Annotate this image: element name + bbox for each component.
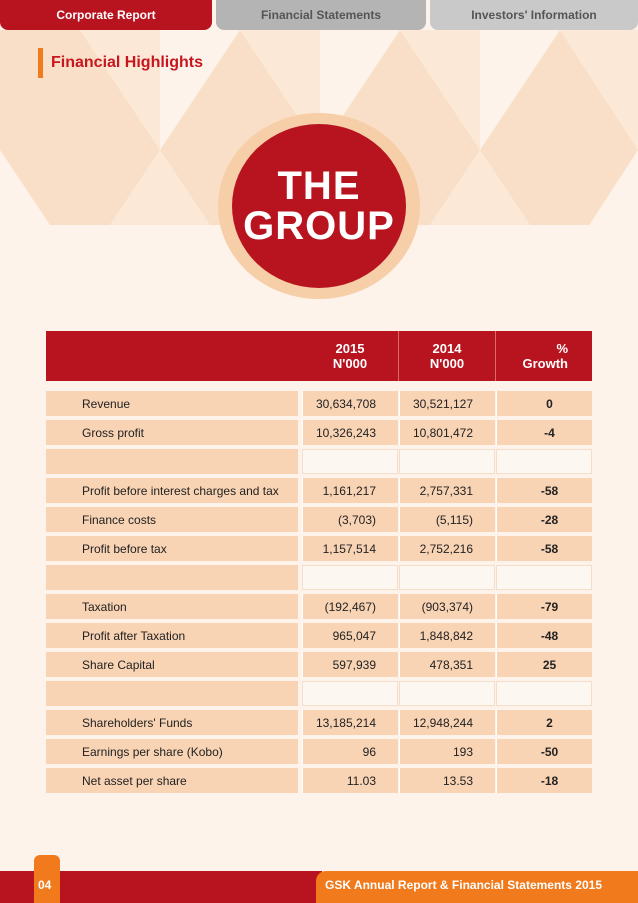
value-2014 [399, 565, 495, 590]
table-row [46, 418, 592, 447]
value-2014: (5,115) [399, 507, 495, 532]
value-2014: 30,521,127 [399, 391, 495, 416]
value-growth: -48 [496, 623, 592, 648]
row-label [46, 681, 298, 706]
header-line: % [556, 341, 568, 356]
value-2014: 478,351 [399, 652, 495, 677]
tab-corporate-report[interactable] [0, 0, 212, 30]
table-row [46, 650, 592, 679]
row-label: Profit before interest charges and tax [46, 478, 298, 503]
table-row [46, 389, 592, 418]
table-row [46, 621, 592, 650]
table-body [46, 389, 592, 795]
value-2014 [399, 681, 495, 706]
section-title [38, 48, 203, 78]
value-growth: -79 [496, 594, 592, 619]
row-label: Revenue [46, 391, 298, 416]
table-row [46, 534, 592, 563]
value-growth: 2 [496, 710, 592, 735]
value-2015: 965,047 [302, 623, 398, 648]
value-2015: 30,634,708 [302, 391, 398, 416]
page-number: 04 [38, 878, 52, 892]
row-label: Shareholders' Funds [46, 710, 298, 735]
value-growth: -18 [496, 768, 592, 793]
table-row [46, 708, 592, 737]
value-2014: 13.53 [399, 768, 495, 793]
table-row [46, 679, 592, 708]
value-2015 [302, 681, 398, 706]
value-2015: 11.03 [302, 768, 398, 793]
row-label: Net asset per share [46, 768, 298, 793]
value-growth: -50 [496, 739, 592, 764]
header-line: N'000 [429, 356, 465, 371]
header-line: Growth [522, 356, 568, 371]
value-growth: -58 [496, 478, 592, 503]
value-growth: -4 [496, 420, 592, 445]
value-growth: 0 [496, 391, 592, 416]
value-2015: 10,326,243 [302, 420, 398, 445]
row-label: Profit before tax [46, 536, 298, 561]
page-title: Financial Highlights [51, 54, 204, 71]
row-label: Gross profit [46, 420, 298, 445]
row-label: Finance costs [46, 507, 298, 532]
value-growth [496, 681, 592, 706]
table-row [46, 476, 592, 505]
financial-highlights-table [46, 331, 592, 795]
table-row [46, 505, 592, 534]
row-label: Earnings per share (Kobo) [46, 739, 298, 764]
value-2014: 1,848,842 [399, 623, 495, 648]
value-growth: -28 [496, 507, 592, 532]
tab-label: Investors' Information [471, 8, 597, 22]
value-2015: 96 [302, 739, 398, 764]
badge-line-2: GROUP [243, 204, 395, 248]
value-growth [496, 565, 592, 590]
table-row [46, 563, 592, 592]
header-2014 [399, 331, 495, 381]
badge-line-1: THE [277, 164, 361, 208]
value-2014: (903,374) [399, 594, 495, 619]
value-2015: (192,467) [302, 594, 398, 619]
value-2014: 2,757,331 [399, 478, 495, 503]
row-label [46, 449, 298, 474]
value-growth: 25 [496, 652, 592, 677]
value-2014: 2,752,216 [399, 536, 495, 561]
row-label: Profit after Taxation [46, 623, 298, 648]
value-2015 [302, 565, 398, 590]
table-row [46, 737, 592, 766]
footer-publication-title: GSK Annual Report & Financial Statements 2015 [325, 878, 602, 892]
value-2014: 12,948,244 [399, 710, 495, 735]
tab-label: Financial Statements [260, 8, 382, 22]
value-2015: 1,157,514 [302, 536, 398, 561]
header-growth [496, 331, 592, 381]
table-row [46, 766, 592, 795]
value-2015: 1,161,217 [302, 478, 398, 503]
header-line: 2015 [335, 341, 365, 356]
value-2014: 10,801,472 [399, 420, 495, 445]
value-2014: 193 [399, 739, 495, 764]
table-row [46, 592, 592, 621]
title-accent-bar [38, 48, 43, 78]
tab-investors-information[interactable] [430, 0, 638, 30]
value-growth [496, 449, 592, 474]
value-2014 [399, 449, 495, 474]
tab-label: Corporate Report [56, 8, 156, 22]
header-line: N'000 [332, 356, 368, 371]
value-2015: 597,939 [302, 652, 398, 677]
tab-financial-statements[interactable] [216, 0, 426, 30]
row-label: Share Capital [46, 652, 298, 677]
table-header [46, 331, 592, 381]
group-badge [232, 124, 406, 288]
row-label: Taxation [46, 594, 298, 619]
value-2015: 13,185,214 [302, 710, 398, 735]
table-row [46, 447, 592, 476]
row-label [46, 565, 298, 590]
value-2015 [302, 449, 398, 474]
header-2015 [302, 331, 398, 381]
header-line: 2014 [432, 341, 462, 356]
value-growth: -58 [496, 536, 592, 561]
value-2015: (3,703) [302, 507, 398, 532]
